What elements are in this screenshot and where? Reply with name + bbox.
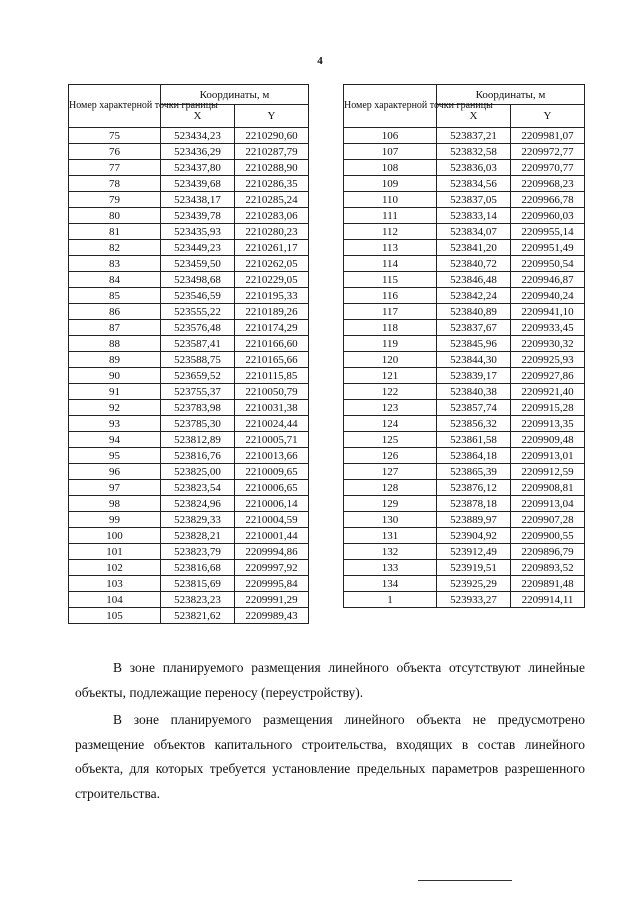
point-number-cell: 122	[344, 384, 437, 400]
x-coordinate-cell: 523840,89	[437, 304, 511, 320]
point-number-cell: 87	[69, 320, 161, 336]
table-row	[69, 256, 309, 272]
y-coordinate-cell: 2209907,28	[511, 512, 585, 528]
table-row	[69, 352, 309, 368]
header-point-number: Номер характерной точки границы	[344, 85, 437, 128]
point-number-cell: 109	[344, 176, 437, 192]
x-coordinate-cell: 523840,38	[437, 384, 511, 400]
table-row	[69, 544, 309, 560]
point-number-cell: 129	[344, 496, 437, 512]
point-number-cell: 91	[69, 384, 161, 400]
y-coordinate-cell: 2210261,17	[235, 240, 309, 256]
y-coordinate-cell: 2210283,06	[235, 208, 309, 224]
y-coordinate-cell: 2210024,44	[235, 416, 309, 432]
x-coordinate-cell: 523755,37	[161, 384, 235, 400]
point-number-cell: 98	[69, 496, 161, 512]
x-coordinate-cell: 523865,39	[437, 464, 511, 480]
header-point-number: Номер характерной точки границы	[69, 85, 161, 128]
y-coordinate-cell: 2209914,11	[511, 592, 585, 608]
table-row	[69, 288, 309, 304]
table-row	[69, 192, 309, 208]
y-coordinate-cell: 2210013,66	[235, 448, 309, 464]
x-coordinate-cell: 523864,18	[437, 448, 511, 464]
x-coordinate-cell: 523839,17	[437, 368, 511, 384]
y-coordinate-cell: 2209915,28	[511, 400, 585, 416]
y-coordinate-cell: 2209913,01	[511, 448, 585, 464]
x-coordinate-cell: 523861,58	[437, 432, 511, 448]
table-row	[69, 576, 309, 592]
point-number-cell: 116	[344, 288, 437, 304]
table-row	[344, 576, 585, 592]
header-coordinates: Координаты, м	[437, 85, 585, 105]
point-number-cell: 86	[69, 304, 161, 320]
y-coordinate-cell: 2209909,48	[511, 432, 585, 448]
x-coordinate-cell: 523436,29	[161, 144, 235, 160]
y-coordinate-cell: 2209991,29	[235, 592, 309, 608]
y-coordinate-cell: 2209981,07	[511, 128, 585, 144]
point-number-cell: 84	[69, 272, 161, 288]
x-coordinate-cell: 523828,21	[161, 528, 235, 544]
y-coordinate-cell: 2210009,65	[235, 464, 309, 480]
y-coordinate-cell: 2209941,10	[511, 304, 585, 320]
table-row	[344, 336, 585, 352]
y-coordinate-cell: 2209946,87	[511, 272, 585, 288]
y-coordinate-cell: 2209927,86	[511, 368, 585, 384]
y-coordinate-cell: 2210287,79	[235, 144, 309, 160]
table-row	[69, 320, 309, 336]
y-coordinate-cell: 2210189,26	[235, 304, 309, 320]
table-row	[344, 368, 585, 384]
paragraph-no-construction: В зоне планируемого размещения линейного объекта не предусмотрено размещение объектов капитального строительства, входящих в состав линейного объекта, для которых требуется установление предельных параметров разрешенного строительства.	[75, 712, 585, 801]
y-coordinate-cell: 2210115,85	[235, 368, 309, 384]
point-number-cell: 108	[344, 160, 437, 176]
x-coordinate-cell: 523812,89	[161, 432, 235, 448]
x-coordinate-cell: 523434,23	[161, 128, 235, 144]
point-number-cell: 82	[69, 240, 161, 256]
y-coordinate-cell: 2210001,44	[235, 528, 309, 544]
table-row	[69, 528, 309, 544]
y-coordinate-cell: 2209994,86	[235, 544, 309, 560]
point-number-cell: 118	[344, 320, 437, 336]
point-number-cell: 124	[344, 416, 437, 432]
table-row	[69, 160, 309, 176]
table-right-body	[344, 128, 585, 608]
table-row	[344, 592, 585, 608]
table-row	[69, 240, 309, 256]
y-coordinate-cell: 2209921,40	[511, 384, 585, 400]
footer-line	[418, 880, 512, 881]
y-coordinate-cell: 2210006,14	[235, 496, 309, 512]
y-coordinate-cell: 2210288,90	[235, 160, 309, 176]
point-number-cell: 128	[344, 480, 437, 496]
point-number-cell: 133	[344, 560, 437, 576]
table-row	[69, 448, 309, 464]
table-row	[344, 528, 585, 544]
point-number-cell: 104	[69, 592, 161, 608]
point-number-cell: 115	[344, 272, 437, 288]
point-number-cell: 132	[344, 544, 437, 560]
point-number-cell: 127	[344, 464, 437, 480]
header-y: Y	[235, 105, 309, 128]
table-left-body	[69, 128, 309, 624]
point-number-cell: 117	[344, 304, 437, 320]
y-coordinate-cell: 2209893,52	[511, 560, 585, 576]
table-row	[69, 608, 309, 624]
x-coordinate-cell: 523823,23	[161, 592, 235, 608]
x-coordinate-cell: 523837,21	[437, 128, 511, 144]
table-row	[69, 272, 309, 288]
y-coordinate-cell: 2209960,03	[511, 208, 585, 224]
table-row	[344, 480, 585, 496]
y-coordinate-cell: 2209900,55	[511, 528, 585, 544]
table-row	[69, 400, 309, 416]
y-coordinate-cell: 2210285,24	[235, 192, 309, 208]
y-coordinate-cell: 2209966,78	[511, 192, 585, 208]
point-number-cell: 83	[69, 256, 161, 272]
header-x: X	[437, 105, 511, 128]
table-row	[344, 160, 585, 176]
x-coordinate-cell: 523825,00	[161, 464, 235, 480]
x-coordinate-cell: 523840,72	[437, 256, 511, 272]
y-coordinate-cell: 2210050,79	[235, 384, 309, 400]
header-y: Y	[511, 105, 585, 128]
x-coordinate-cell: 523815,69	[161, 576, 235, 592]
point-number-cell: 85	[69, 288, 161, 304]
x-coordinate-cell: 523823,54	[161, 480, 235, 496]
y-coordinate-cell: 2209925,93	[511, 352, 585, 368]
y-coordinate-cell: 2209896,79	[511, 544, 585, 560]
point-number-cell: 100	[69, 528, 161, 544]
table-row	[69, 176, 309, 192]
table-row	[344, 288, 585, 304]
table-row	[344, 400, 585, 416]
y-coordinate-cell: 2209997,92	[235, 560, 309, 576]
point-number-cell: 114	[344, 256, 437, 272]
page-number: 4	[317, 55, 323, 67]
point-number-cell: 134	[344, 576, 437, 592]
y-coordinate-cell: 2210195,33	[235, 288, 309, 304]
point-number-cell: 111	[344, 208, 437, 224]
coordinates-table-left	[68, 84, 309, 624]
x-coordinate-cell: 523844,30	[437, 352, 511, 368]
table-row	[344, 304, 585, 320]
point-number-cell: 110	[344, 192, 437, 208]
point-number-cell: 102	[69, 560, 161, 576]
y-coordinate-cell: 2209995,84	[235, 576, 309, 592]
point-number-cell: 81	[69, 224, 161, 240]
table-row	[344, 224, 585, 240]
point-number-cell: 106	[344, 128, 437, 144]
header-x: X	[161, 105, 235, 128]
point-number-cell: 131	[344, 528, 437, 544]
x-coordinate-cell: 523435,93	[161, 224, 235, 240]
y-coordinate-cell: 2209912,59	[511, 464, 585, 480]
table-row	[344, 144, 585, 160]
coordinates-table-right	[343, 84, 585, 608]
y-coordinate-cell: 2209968,23	[511, 176, 585, 192]
x-coordinate-cell: 523837,67	[437, 320, 511, 336]
y-coordinate-cell: 2209951,49	[511, 240, 585, 256]
point-number-cell: 92	[69, 400, 161, 416]
y-coordinate-cell: 2210262,05	[235, 256, 309, 272]
y-coordinate-cell: 2209913,35	[511, 416, 585, 432]
table-row	[344, 256, 585, 272]
point-number-cell: 112	[344, 224, 437, 240]
y-coordinate-cell: 2210166,60	[235, 336, 309, 352]
table-row	[344, 512, 585, 528]
x-coordinate-cell: 523576,48	[161, 320, 235, 336]
table-row	[344, 176, 585, 192]
x-coordinate-cell: 523437,80	[161, 160, 235, 176]
point-number-cell: 113	[344, 240, 437, 256]
point-number-cell: 88	[69, 336, 161, 352]
table-row	[69, 224, 309, 240]
y-coordinate-cell: 2210286,35	[235, 176, 309, 192]
point-number-cell: 75	[69, 128, 161, 144]
x-coordinate-cell: 523459,50	[161, 256, 235, 272]
table-row	[69, 464, 309, 480]
y-coordinate-cell: 2210005,71	[235, 432, 309, 448]
y-coordinate-cell: 2209950,54	[511, 256, 585, 272]
table-row	[69, 592, 309, 608]
table-row	[69, 384, 309, 400]
x-coordinate-cell: 523659,52	[161, 368, 235, 384]
y-coordinate-cell: 2209972,77	[511, 144, 585, 160]
table-row	[344, 272, 585, 288]
table-row	[344, 384, 585, 400]
x-coordinate-cell: 523832,58	[437, 144, 511, 160]
point-number-cell: 107	[344, 144, 437, 160]
y-coordinate-cell: 2210165,66	[235, 352, 309, 368]
y-coordinate-cell: 2209908,81	[511, 480, 585, 496]
x-coordinate-cell: 523845,96	[437, 336, 511, 352]
table-row	[344, 240, 585, 256]
point-number-cell: 103	[69, 576, 161, 592]
x-coordinate-cell: 523836,03	[437, 160, 511, 176]
x-coordinate-cell: 523824,96	[161, 496, 235, 512]
point-number-cell: 101	[69, 544, 161, 560]
x-coordinate-cell: 523834,56	[437, 176, 511, 192]
x-coordinate-cell: 523833,14	[437, 208, 511, 224]
x-coordinate-cell: 523555,22	[161, 304, 235, 320]
y-coordinate-cell: 2210229,05	[235, 272, 309, 288]
x-coordinate-cell: 523876,12	[437, 480, 511, 496]
x-coordinate-cell: 523834,07	[437, 224, 511, 240]
point-number-cell: 1	[344, 592, 437, 608]
y-coordinate-cell: 2209933,45	[511, 320, 585, 336]
x-coordinate-cell: 523841,20	[437, 240, 511, 256]
table-row	[344, 416, 585, 432]
table-row	[344, 544, 585, 560]
table-row	[344, 464, 585, 480]
point-number-cell: 96	[69, 464, 161, 480]
x-coordinate-cell: 523912,49	[437, 544, 511, 560]
point-number-cell: 123	[344, 400, 437, 416]
y-coordinate-cell: 2210031,38	[235, 400, 309, 416]
x-coordinate-cell: 523837,05	[437, 192, 511, 208]
table-row	[344, 448, 585, 464]
x-coordinate-cell: 523904,92	[437, 528, 511, 544]
point-number-cell: 125	[344, 432, 437, 448]
table-row	[344, 192, 585, 208]
point-number-cell: 93	[69, 416, 161, 432]
point-number-cell: 95	[69, 448, 161, 464]
y-coordinate-cell: 2210290,60	[235, 128, 309, 144]
x-coordinate-cell: 523919,51	[437, 560, 511, 576]
table-row	[344, 560, 585, 576]
point-number-cell: 97	[69, 480, 161, 496]
table-row	[344, 128, 585, 144]
x-coordinate-cell: 523933,27	[437, 592, 511, 608]
table-row	[344, 352, 585, 368]
point-number-cell: 94	[69, 432, 161, 448]
x-coordinate-cell: 523816,68	[161, 560, 235, 576]
x-coordinate-cell: 523439,78	[161, 208, 235, 224]
x-coordinate-cell: 523856,32	[437, 416, 511, 432]
table-row	[69, 512, 309, 528]
y-coordinate-cell: 2209940,24	[511, 288, 585, 304]
y-coordinate-cell: 2209913,04	[511, 496, 585, 512]
x-coordinate-cell: 523546,59	[161, 288, 235, 304]
x-coordinate-cell: 523449,23	[161, 240, 235, 256]
table-row	[69, 368, 309, 384]
table-row	[69, 432, 309, 448]
x-coordinate-cell: 523857,74	[437, 400, 511, 416]
paragraph-no-relocation: В зоне планируемого размещения линейного объекта отсутствуют линейные объекты, подлежащие переносу (переустройству).	[75, 660, 585, 700]
point-number-cell: 126	[344, 448, 437, 464]
point-number-cell: 89	[69, 352, 161, 368]
point-number-cell: 77	[69, 160, 161, 176]
table-row	[344, 432, 585, 448]
y-coordinate-cell: 2210174,29	[235, 320, 309, 336]
y-coordinate-cell: 2209891,48	[511, 576, 585, 592]
table-row	[69, 416, 309, 432]
point-number-cell: 78	[69, 176, 161, 192]
x-coordinate-cell: 523588,75	[161, 352, 235, 368]
table-row	[69, 128, 309, 144]
y-coordinate-cell: 2210280,23	[235, 224, 309, 240]
x-coordinate-cell: 523823,79	[161, 544, 235, 560]
x-coordinate-cell: 523498,68	[161, 272, 235, 288]
point-number-cell: 105	[69, 608, 161, 624]
x-coordinate-cell: 523829,33	[161, 512, 235, 528]
table-row	[344, 208, 585, 224]
x-coordinate-cell: 523438,17	[161, 192, 235, 208]
x-coordinate-cell: 523587,41	[161, 336, 235, 352]
y-coordinate-cell: 2209930,32	[511, 336, 585, 352]
x-coordinate-cell: 523842,24	[437, 288, 511, 304]
point-number-cell: 120	[344, 352, 437, 368]
x-coordinate-cell: 523783,98	[161, 400, 235, 416]
x-coordinate-cell: 523785,30	[161, 416, 235, 432]
y-coordinate-cell: 2210006,65	[235, 480, 309, 496]
table-row	[69, 560, 309, 576]
table-row	[69, 336, 309, 352]
x-coordinate-cell: 523816,76	[161, 448, 235, 464]
table-row	[69, 144, 309, 160]
table-row	[344, 320, 585, 336]
header-coordinates: Координаты, м	[161, 85, 309, 105]
point-number-cell: 99	[69, 512, 161, 528]
y-coordinate-cell: 2209989,43	[235, 608, 309, 624]
x-coordinate-cell: 523439,68	[161, 176, 235, 192]
x-coordinate-cell: 523821,62	[161, 608, 235, 624]
table-row	[69, 496, 309, 512]
point-number-cell: 80	[69, 208, 161, 224]
x-coordinate-cell: 523846,48	[437, 272, 511, 288]
y-coordinate-cell: 2210004,59	[235, 512, 309, 528]
x-coordinate-cell: 523878,18	[437, 496, 511, 512]
x-coordinate-cell: 523925,29	[437, 576, 511, 592]
table-row	[69, 480, 309, 496]
table-row	[69, 304, 309, 320]
point-number-cell: 76	[69, 144, 161, 160]
point-number-cell: 121	[344, 368, 437, 384]
table-row	[344, 496, 585, 512]
point-number-cell: 130	[344, 512, 437, 528]
table-row	[69, 208, 309, 224]
point-number-cell: 90	[69, 368, 161, 384]
y-coordinate-cell: 2209955,14	[511, 224, 585, 240]
y-coordinate-cell: 2209970,77	[511, 160, 585, 176]
point-number-cell: 79	[69, 192, 161, 208]
x-coordinate-cell: 523889,97	[437, 512, 511, 528]
point-number-cell: 119	[344, 336, 437, 352]
